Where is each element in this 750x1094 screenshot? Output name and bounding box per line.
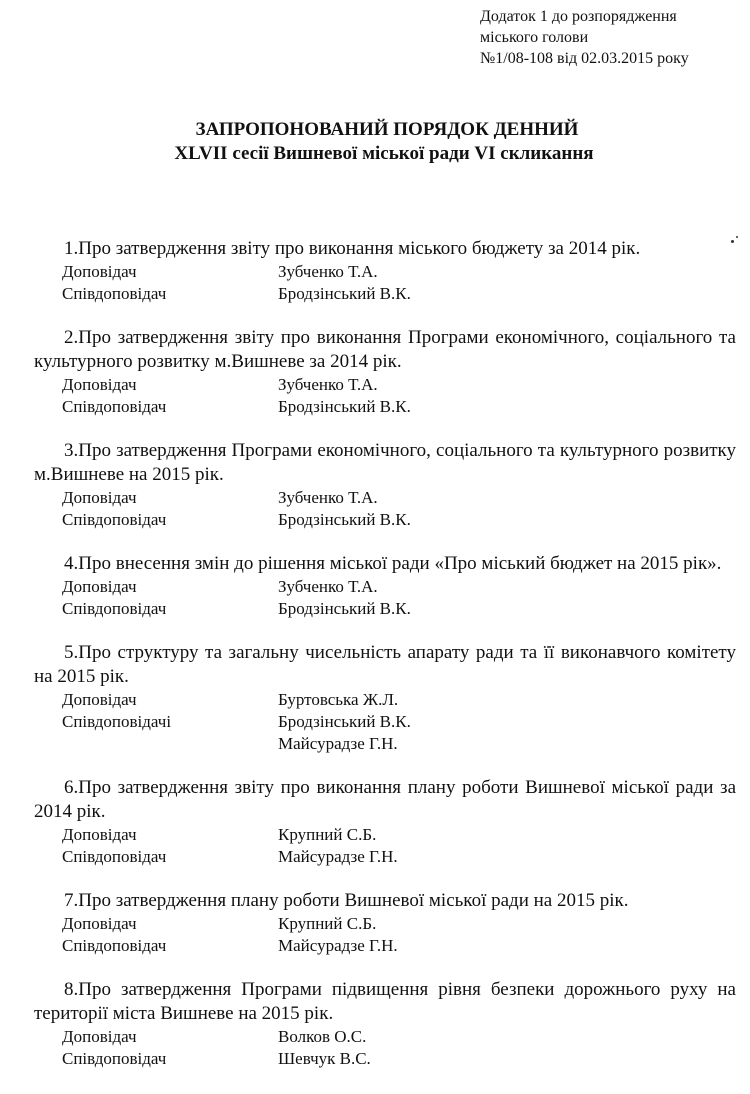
rapporteur-row [34, 576, 736, 598]
rapporteur-name: Зубченко Т.А. [278, 488, 378, 507]
rapporteur-row [34, 261, 736, 283]
agenda-item [34, 552, 736, 620]
corapporteur-name: Шевчук В.С. [278, 1049, 371, 1068]
corapporteur-row [34, 711, 736, 755]
rapporteur-row [34, 374, 736, 396]
document-title [0, 118, 750, 166]
title-line-1: ЗАПРОПОНОВАНИЙ ПОРЯДОК ДЕННИЙ [195, 119, 579, 140]
corapporteur-label: Співдоповідач [62, 1049, 167, 1068]
agenda-item [34, 776, 736, 868]
corapporteur-row [34, 396, 736, 418]
agenda-item-text: 2.Про затвердження звіту про виконання Програми економічного, соціального та культурного розвитку м.Вишневе за 2014 рік. [34, 327, 736, 372]
rapporteur-label: Доповідач [62, 488, 137, 507]
scan-speck [731, 240, 734, 243]
agenda-item [34, 237, 736, 305]
agenda-item-text: 5.Про структуру та загальну чисельність апарату ради та її виконавчого комітету на 2015 рік. [34, 642, 736, 687]
appendix-line-3: №1/08-108 від 02.03.2015 року [480, 50, 689, 67]
corapporteur-label: Співдоповідач [62, 936, 167, 955]
rapporteur-name: Зубченко Т.А. [278, 262, 378, 281]
corapporteur-row [34, 283, 736, 305]
rapporteur-row [34, 913, 736, 935]
agenda-item [34, 326, 736, 418]
rapporteur-name: Волков О.С. [278, 1027, 367, 1046]
corapporteur-row [34, 598, 736, 620]
agenda-item-text: 4.Про внесення змін до рішення міської ради «Про міський бюджет на 2015 рік». [64, 553, 722, 574]
rapporteur-name: Крупний С.Б. [278, 914, 377, 933]
corapporteur-name: Бродзінський В.К. [278, 284, 411, 303]
agenda-list [34, 237, 736, 1091]
agenda-item-text: 1.Про затвердження звіту про виконання міського бюджету за 2014 рік. [64, 238, 641, 259]
corapporteur-row [34, 935, 736, 957]
appendix-line-2: міського голови [480, 29, 589, 46]
rapporteur-name: Буртовська Ж.Л. [278, 690, 399, 709]
corapporteur-name: Майсурадзе Г.Н. [278, 847, 398, 866]
corapporteur-row [34, 1048, 736, 1070]
rapporteur-label: Доповідач [62, 690, 137, 709]
rapporteur-name: Крупний С.Б. [278, 825, 377, 844]
corapporteur-row [34, 846, 736, 868]
rapporteur-label: Доповідач [62, 1027, 137, 1046]
corapporteur-label: Співдоповідач [62, 599, 167, 618]
agenda-item-text: 3.Про затвердження Програми економічного, соціального та культурного розвитку м.Вишневе на 2015 рік. [34, 440, 736, 485]
agenda-item-text: 6.Про затвердження звіту про виконання плану роботи Вишневої міської ради за 2014 рік. [34, 777, 736, 822]
appendix-note [480, 6, 689, 69]
corapporteur-label: Співдоповідач [62, 284, 167, 303]
agenda-item [34, 978, 736, 1070]
corapporteur-name: Бродзінський В.К. [278, 397, 411, 416]
rapporteur-row [34, 487, 736, 509]
corapporteur-label: Співдоповідач [62, 847, 167, 866]
title-line-2: XLVII сесії Вишневої міської ради VI скликання [174, 143, 594, 164]
rapporteur-row [34, 689, 736, 711]
corapporteur-label: Співдоповідач [62, 397, 167, 416]
agenda-item-text: 7.Про затвердження плану роботи Вишневої міської ради на 2015 рік. [64, 890, 629, 911]
agenda-item [34, 889, 736, 957]
rapporteur-row [34, 824, 736, 846]
agenda-item [34, 641, 736, 755]
corapporteur-name: Бродзінський В.К. [278, 510, 411, 529]
corapporteur-name: Майсурадзе Г.Н. [278, 734, 398, 753]
rapporteur-label: Доповідач [62, 825, 137, 844]
rapporteur-row [34, 1026, 736, 1048]
agenda-item [34, 439, 736, 531]
appendix-line-1: Додаток 1 до розпорядження [480, 8, 677, 25]
corapporteur-label: Співдоповідач [62, 510, 167, 529]
rapporteur-label: Доповідач [62, 375, 137, 394]
rapporteur-label: Доповідач [62, 577, 137, 596]
corapporteur-row [34, 509, 736, 531]
corapporteur-label: Співдоповідачі [62, 712, 172, 731]
scan-speck [736, 236, 738, 238]
corapporteur-name: Майсурадзе Г.Н. [278, 936, 398, 955]
rapporteur-label: Доповідач [62, 262, 137, 281]
agenda-item-text: 8.Про затвердження Програми підвищення рівня безпеки дорожнього руху на території міста Вишневе на 2015 рік. [34, 979, 736, 1024]
rapporteur-label: Доповідач [62, 914, 137, 933]
rapporteur-name: Зубченко Т.А. [278, 577, 378, 596]
corapporteur-name: Бродзінський В.К. [278, 712, 411, 731]
rapporteur-name: Зубченко Т.А. [278, 375, 378, 394]
corapporteur-name: Бродзінський В.К. [278, 599, 411, 618]
